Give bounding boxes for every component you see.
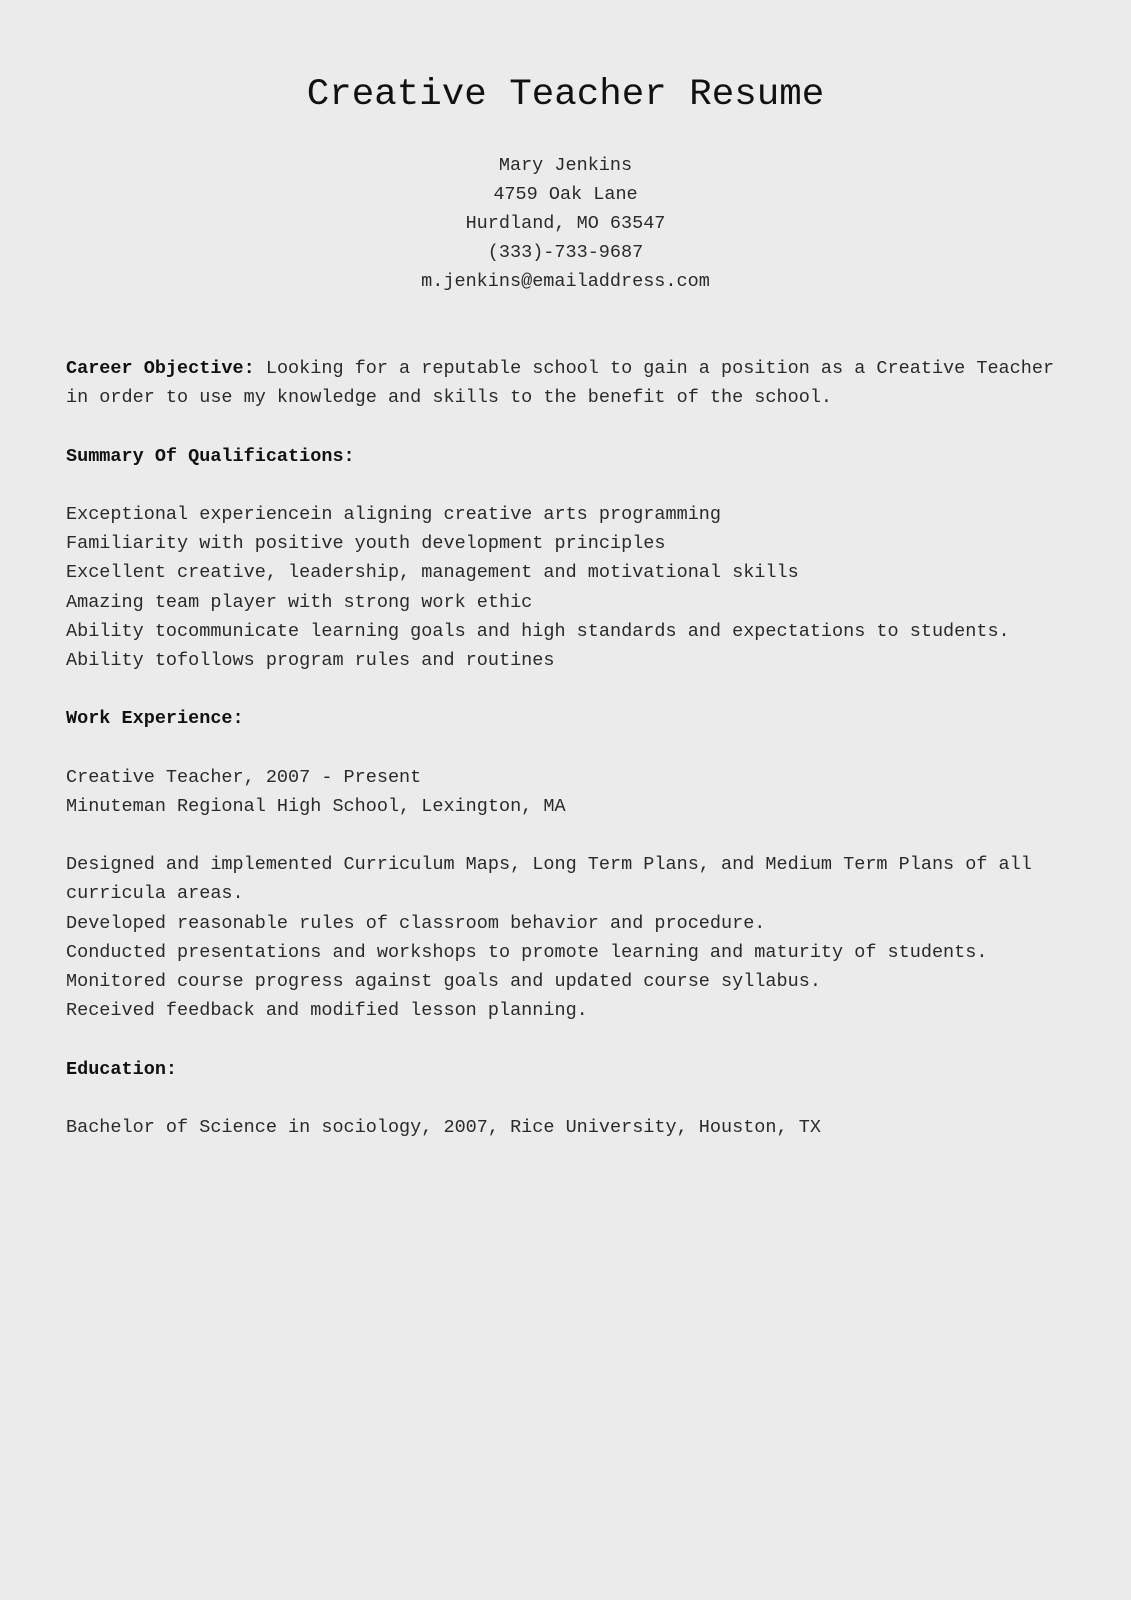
job-duty: Conducted presentations and workshops to promote learning and maturity of students. [66, 941, 988, 963]
contact-block [0, 151, 1131, 296]
resume-title: Creative Teacher Resume [306, 74, 825, 116]
qualification-item: Familiarity with positive youth development principles [66, 533, 666, 555]
experience-heading-text: Work Experience: [66, 708, 244, 730]
education-heading [66, 1055, 1106, 1084]
job-employer: Minuteman Regional High School, Lexington, MA [66, 795, 566, 817]
job-duty: Received feedback and modified lesson planning. [66, 1000, 588, 1022]
contact-phone: (333)-733-9687 [487, 242, 644, 263]
qualification-item: Exceptional experiencein aligning creative arts programming [66, 503, 722, 525]
qualifications-heading-text: Summary Of Qualifications: [66, 445, 355, 467]
resume-body [66, 354, 1106, 1142]
job-duty: Designed and implemented Curriculum Maps, Long Term Plans, and Medium Term Plans of all [66, 854, 1032, 876]
job-duty: Monitored course progress against goals and updated course syllabus. [66, 970, 821, 992]
education-heading-text: Education: [66, 1058, 178, 1080]
objective-line-2: in order to use my knowledge and skills to the benefit of the school. [66, 387, 833, 409]
objective-heading: Career Objective: [66, 358, 255, 379]
job-duty: Developed reasonable rules of classroom behavior and procedure. [66, 912, 766, 934]
qualification-item: Ability tofollows program rules and routines [66, 649, 555, 671]
qualification-item: Ability tocommunicate learning goals and high standards and expectations to students. [66, 620, 1010, 642]
qualification-item: Excellent creative, leadership, management and motivational skills [66, 562, 799, 584]
contact-name: Mary Jenkins [498, 155, 633, 176]
education-degree: Bachelor of Science in sociology, 2007, Rice University, Houston, TX [66, 1116, 821, 1138]
objective-line [66, 354, 1106, 383]
contact-email: m.jenkins@emailaddress.com [421, 271, 710, 292]
qualifications-heading [66, 442, 1106, 471]
contact-address: 4759 Oak Lane [493, 184, 638, 205]
job-position: Creative Teacher, 2007 - Present [66, 766, 422, 788]
qualification-item: Amazing team player with strong work ethic [66, 591, 533, 613]
contact-city: Hurdland, MO 63547 [465, 213, 666, 234]
objective-text: Looking for a reputable school to gain a position as a Creative Teacher [254, 358, 1055, 379]
job-duty: curricula areas. [66, 883, 244, 905]
experience-heading [66, 704, 1106, 733]
